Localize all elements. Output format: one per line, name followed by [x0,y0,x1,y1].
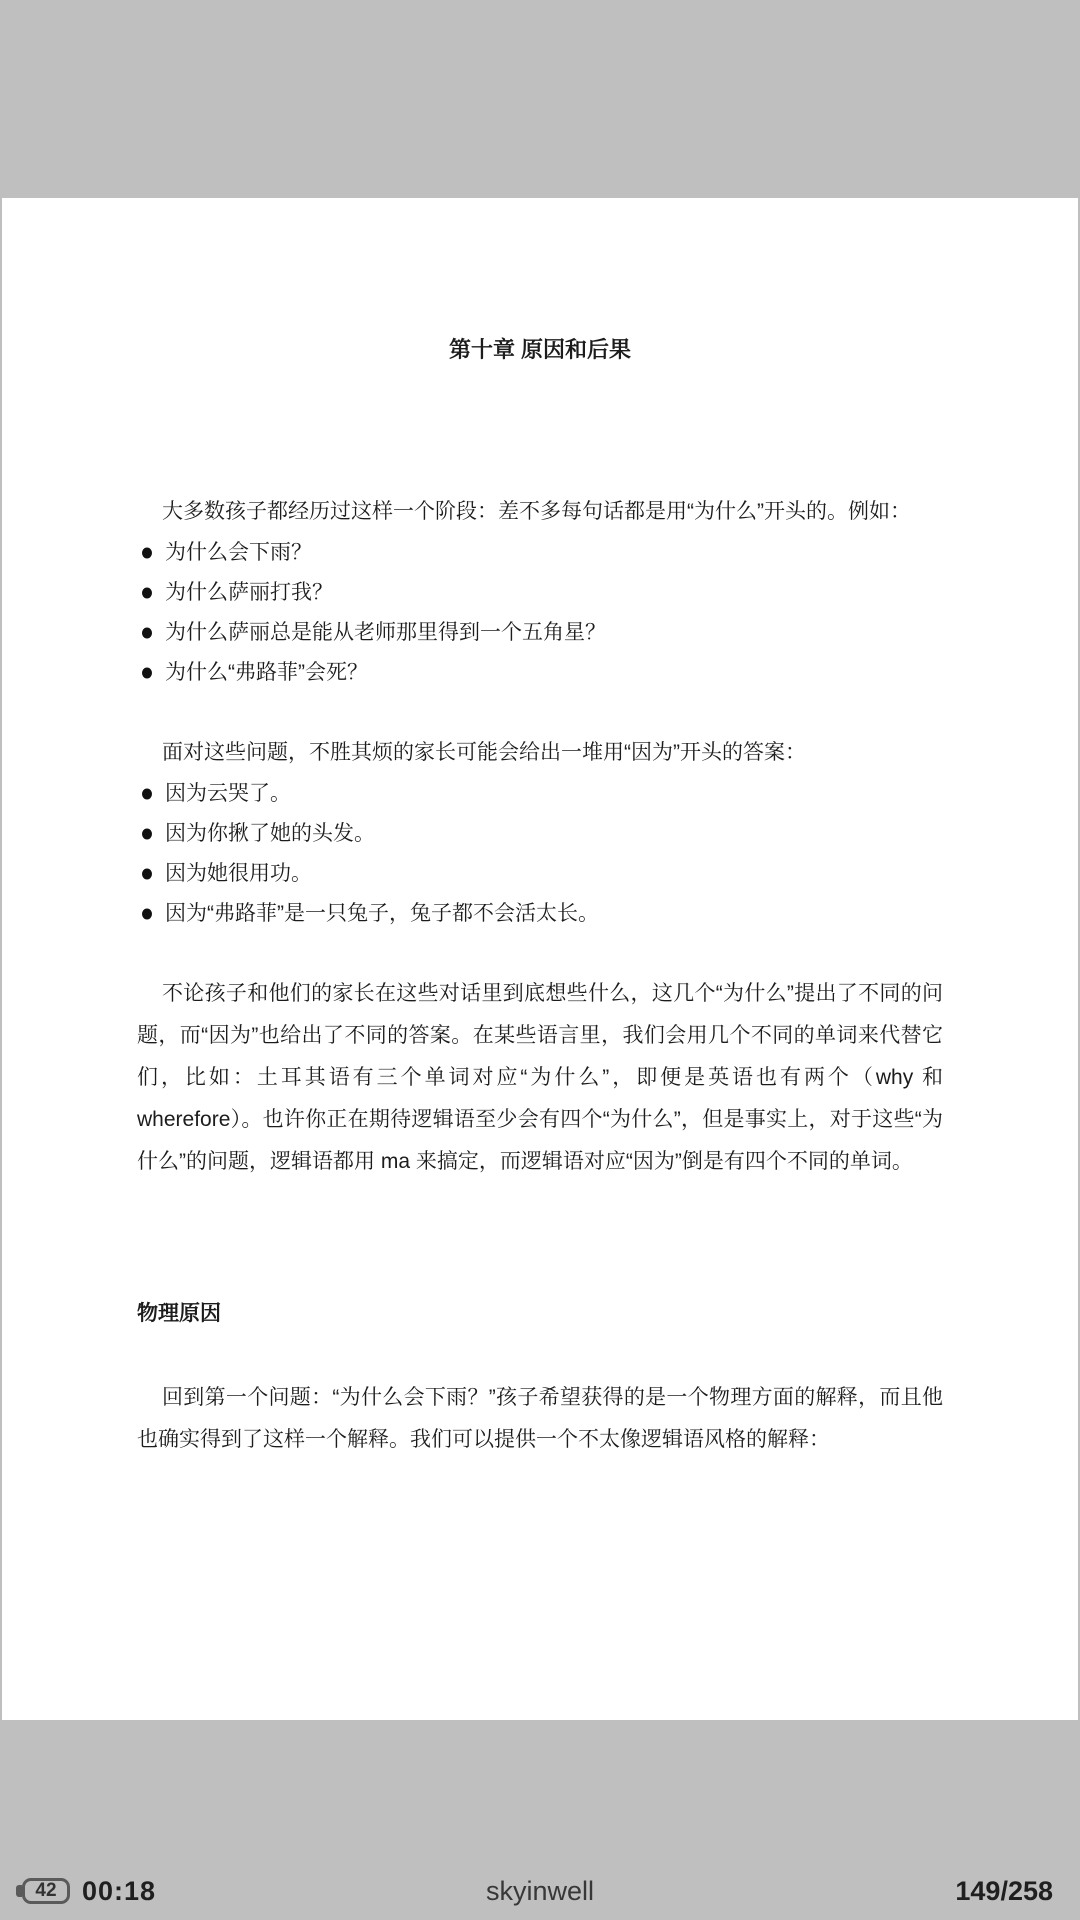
list-item-text: 为什么萨丽打我？ [165,581,333,604]
paragraph-discussion: 不论孩子和他们的家长在这些对话里到底想些什么，这几个“为什么”提出了不同的问题，而“因为”也给出了不同的答案。在某些语言里，我们会用几个不同的单词来代替它们，比如：土耳其语有三个单词对应“为什么”，即便是英语也有两个（why 和 wherefore）。也许你正在期待逻辑语至少会有四个“为什么”，但是事实上，对于这些“为什么”的问题，逻辑语都用 ma 来搞定，而逻辑语对应“因为”倒是有四个不同的单词。 [137,982,943,1173]
list-item [137,533,943,573]
list-item-text: 因为“弗路菲”是一只兔子，兔子都不会活太长。 [165,902,599,925]
battery-icon [22,1878,70,1904]
list-item-text: 因为云哭了。 [165,782,291,805]
chapter-title: 第十章 原因和后果 [448,337,632,362]
watermark-username: skyinwell [485,1875,595,1906]
list-item [137,894,943,934]
list-item-text: 为什么会下雨？ [165,541,312,564]
bullet-icon [142,628,152,639]
battery-percent: 42 [35,1880,57,1901]
list-item-text: 因为她很用功。 [165,862,312,885]
list-item [137,814,943,854]
book-page[interactable] [2,198,1078,1720]
clock-time: 00:18 [82,1875,157,1906]
paragraph-parents: 面对这些问题，不胜其烦的家长可能会给出一堆用“因为”开头的答案： [162,741,806,764]
paragraph-physical-intro: 回到第一个问题：“为什么会下雨？”孩子希望获得的是一个物理方面的解释，而且他也确实得到了这样一个解释。我们可以提供一个不太像逻辑语风格的解释： [137,1386,943,1451]
because-answers-list [137,774,943,934]
bullet-icon [142,668,152,679]
list-item [137,653,943,693]
bullet-icon [142,829,152,840]
page-indicator: 149/258 [955,1875,1053,1906]
bullet-icon [142,909,152,920]
bullet-icon [142,869,152,880]
list-item [137,854,943,894]
list-item [137,613,943,653]
paragraph-intro: 大多数孩子都经历过这样一个阶段：差不多每句话都是用“为什么”开头的。例如： [162,500,911,523]
section-heading-physical-causes: 物理原因 [137,1302,221,1325]
bullet-icon [142,789,152,800]
why-questions-list [137,533,943,693]
list-item [137,573,943,613]
list-item-text: 为什么“弗路菲”会死？ [165,661,368,684]
reader-status-bar [0,1872,1080,1920]
bullet-icon [142,588,152,599]
list-item-text: 因为你揪了她的头发。 [165,822,375,845]
bullet-icon [142,548,152,559]
list-item-text: 为什么萨丽总是能从老师那里得到一个五角星？ [165,621,606,644]
list-item [137,774,943,814]
